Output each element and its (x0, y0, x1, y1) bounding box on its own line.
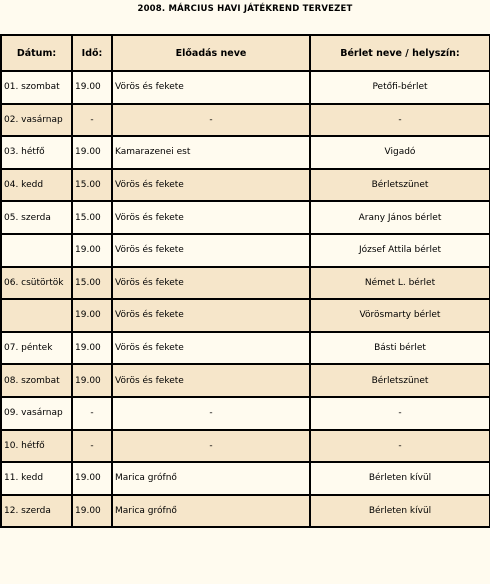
page-title: 2008. MÁRCIUS HAVI JÁTÉKREND TERVEZET (137, 4, 353, 14)
cell-title: - (112, 430, 310, 463)
cell-venue: Bérleten kívül (310, 495, 490, 528)
cell-time: - (72, 104, 112, 137)
cell-date: 06. csütörtök (1, 267, 72, 300)
table-row (1, 104, 490, 137)
cell-title: Vörös és fekete (112, 71, 310, 104)
cell-date: 11. kedd (1, 462, 72, 495)
table-row (1, 332, 490, 365)
cell-venue: - (310, 430, 490, 463)
cell-title: Vörös és fekete (112, 234, 310, 267)
header-date: Dátum: (1, 35, 72, 71)
cell-date: 07. péntek (1, 332, 72, 365)
cell-title: Vörös és fekete (112, 267, 310, 300)
header-time: Idő: (72, 35, 112, 71)
cell-title: Vörös és fekete (112, 364, 310, 397)
cell-venue: - (310, 397, 490, 430)
cell-date: 10. hétfő (1, 430, 72, 463)
cell-venue: Német L. bérlet (310, 267, 490, 300)
cell-title: Vörös és fekete (112, 169, 310, 202)
cell-time: 15.00 (72, 201, 112, 234)
cell-title: Vörös és fekete (112, 299, 310, 332)
cell-title: Vörös és fekete (112, 201, 310, 234)
table-row (1, 136, 490, 169)
schedule-table (0, 34, 490, 528)
table-row (1, 71, 490, 104)
cell-time: 15.00 (72, 169, 112, 202)
cell-venue: Básti bérlet (310, 332, 490, 365)
table-row (1, 299, 490, 332)
cell-venue: Arany János bérlet (310, 201, 490, 234)
cell-date (1, 234, 72, 267)
table-row (1, 201, 490, 234)
cell-time: 19.00 (72, 462, 112, 495)
cell-date: 04. kedd (1, 169, 72, 202)
cell-date: 05. szerda (1, 201, 72, 234)
cell-title: Kamarazenei est (112, 136, 310, 169)
cell-venue: - (310, 104, 490, 137)
cell-venue: Vörösmarty bérlet (310, 299, 490, 332)
cell-date: 08. szombat (1, 364, 72, 397)
cell-time: 19.00 (72, 495, 112, 528)
cell-venue: Bérletszünet (310, 364, 490, 397)
cell-venue: Bérletszünet (310, 169, 490, 202)
cell-title: - (112, 397, 310, 430)
cell-date: 02. vasárnap (1, 104, 72, 137)
cell-date: 01. szombat (1, 71, 72, 104)
table-row (1, 364, 490, 397)
cell-date: 12. szerda (1, 495, 72, 528)
cell-time: 19.00 (72, 71, 112, 104)
cell-date (1, 299, 72, 332)
table-row (1, 234, 490, 267)
cell-time: 19.00 (72, 234, 112, 267)
cell-time: - (72, 430, 112, 463)
cell-title: Marica grófnő (112, 462, 310, 495)
header-title: Előadás neve (112, 35, 310, 71)
table-row (1, 169, 490, 202)
cell-title: - (112, 104, 310, 137)
cell-time: 19.00 (72, 364, 112, 397)
cell-date: 03. hétfő (1, 136, 72, 169)
cell-title: Marica grófnő (112, 495, 310, 528)
table-row (1, 495, 490, 528)
cell-venue: Petőfi-bérlet (310, 71, 490, 104)
cell-time: 19.00 (72, 299, 112, 332)
cell-date: 09. vasárnap (1, 397, 72, 430)
cell-time: 19.00 (72, 136, 112, 169)
cell-venue: Bérleten kívül (310, 462, 490, 495)
table-row (1, 397, 490, 430)
header-venue: Bérlet neve / helyszín: (310, 35, 490, 71)
cell-time: - (72, 397, 112, 430)
header-row (1, 35, 490, 71)
cell-venue: József Attila bérlet (310, 234, 490, 267)
table-row (1, 267, 490, 300)
table-row (1, 462, 490, 495)
table-row (1, 430, 490, 463)
cell-venue: Vigadó (310, 136, 490, 169)
cell-time: 19.00 (72, 332, 112, 365)
cell-title: Vörös és fekete (112, 332, 310, 365)
cell-time: 15.00 (72, 267, 112, 300)
